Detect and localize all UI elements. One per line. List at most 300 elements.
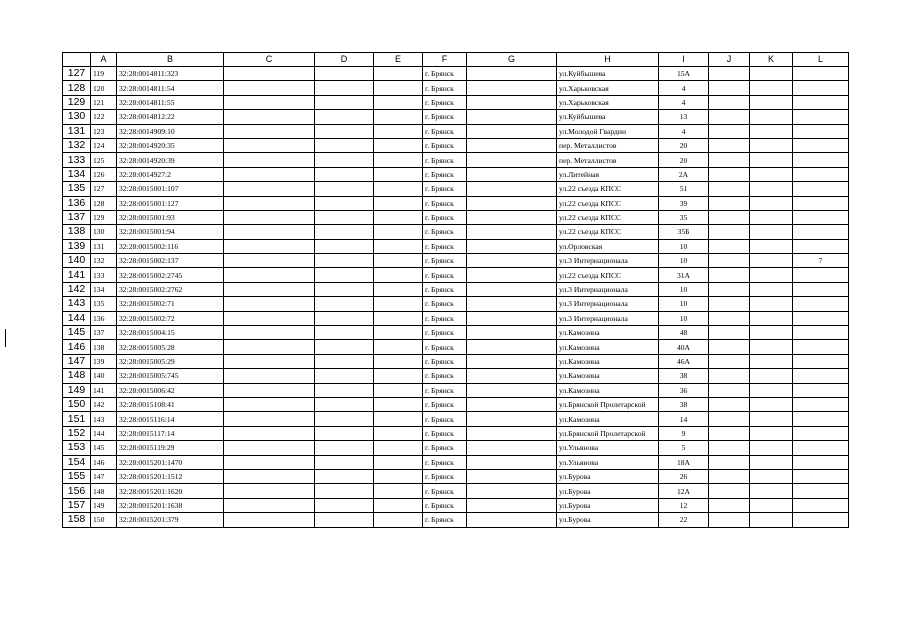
- cell-f[interactable]: г. Брянск: [423, 239, 467, 253]
- cell-j[interactable]: [709, 340, 750, 354]
- row-number-cell[interactable]: 141: [63, 268, 91, 282]
- cell-j[interactable]: [709, 383, 750, 397]
- cell-j[interactable]: [709, 282, 750, 296]
- cell-a[interactable]: 133: [91, 268, 117, 282]
- cell-b[interactable]: 32:28:0014927:2: [117, 167, 224, 181]
- cell-f[interactable]: г. Брянск: [423, 210, 467, 224]
- cell-e[interactable]: [374, 81, 423, 95]
- row-number-cell[interactable]: 131: [63, 124, 91, 138]
- cell-g[interactable]: [467, 282, 557, 296]
- cell-b[interactable]: 32:28:0015117:14: [117, 426, 224, 440]
- cell-a[interactable]: 137: [91, 326, 117, 340]
- cell-a[interactable]: 119: [91, 67, 117, 81]
- cell-d[interactable]: [315, 412, 374, 426]
- cell-h[interactable]: ул.3 Интернационала: [557, 282, 659, 296]
- cell-e[interactable]: [374, 484, 423, 498]
- cell-d[interactable]: [315, 455, 374, 469]
- cell-l[interactable]: [793, 239, 849, 253]
- cell-g[interactable]: [467, 297, 557, 311]
- row-number-cell[interactable]: 147: [63, 354, 91, 368]
- row-number-cell[interactable]: 156: [63, 484, 91, 498]
- cell-c[interactable]: [224, 311, 315, 325]
- cell-f[interactable]: г. Брянск: [423, 498, 467, 512]
- cell-h[interactable]: ул.Бурова: [557, 469, 659, 483]
- cell-e[interactable]: [374, 282, 423, 296]
- cell-e[interactable]: [374, 340, 423, 354]
- cell-e[interactable]: [374, 268, 423, 282]
- cell-j[interactable]: [709, 311, 750, 325]
- cell-b[interactable]: 32:28:0015002:72: [117, 311, 224, 325]
- cell-i[interactable]: 13: [659, 110, 709, 124]
- cell-d[interactable]: [315, 268, 374, 282]
- cell-e[interactable]: [374, 167, 423, 181]
- cell-f[interactable]: г. Брянск: [423, 369, 467, 383]
- cell-l[interactable]: [793, 369, 849, 383]
- row-number-cell[interactable]: 151: [63, 412, 91, 426]
- cell-i[interactable]: 20: [659, 153, 709, 167]
- cell-h[interactable]: ул.22 съезда КПСС: [557, 210, 659, 224]
- cell-b[interactable]: 32:28:0015005:29: [117, 354, 224, 368]
- cell-e[interactable]: [374, 383, 423, 397]
- cell-a[interactable]: 128: [91, 196, 117, 210]
- cell-c[interactable]: [224, 369, 315, 383]
- cell-g[interactable]: [467, 67, 557, 81]
- cell-b[interactable]: 32:28:0015001:93: [117, 210, 224, 224]
- cell-b[interactable]: 32:28:0015001:127: [117, 196, 224, 210]
- cell-g[interactable]: [467, 225, 557, 239]
- cell-h[interactable]: ул.Бурова: [557, 484, 659, 498]
- cell-f[interactable]: г. Брянск: [423, 153, 467, 167]
- cell-j[interactable]: [709, 254, 750, 268]
- row-number-cell[interactable]: 146: [63, 340, 91, 354]
- cell-k[interactable]: [750, 426, 793, 440]
- cell-f[interactable]: г. Брянск: [423, 354, 467, 368]
- cell-g[interactable]: [467, 513, 557, 527]
- cell-l[interactable]: [793, 426, 849, 440]
- cell-h[interactable]: ул.Брянской Пролетарской: [557, 397, 659, 411]
- cell-l[interactable]: [793, 412, 849, 426]
- cell-l[interactable]: [793, 95, 849, 109]
- cell-a[interactable]: 131: [91, 239, 117, 253]
- cell-k[interactable]: [750, 110, 793, 124]
- cell-c[interactable]: [224, 426, 315, 440]
- corner-header-cell[interactable]: [63, 53, 91, 67]
- cell-h[interactable]: ул.Молодой Гвардии: [557, 124, 659, 138]
- cell-d[interactable]: [315, 239, 374, 253]
- column-header-b[interactable]: B: [117, 53, 224, 67]
- cell-k[interactable]: [750, 210, 793, 224]
- row-number-cell[interactable]: 127: [63, 67, 91, 81]
- cell-c[interactable]: [224, 81, 315, 95]
- cell-l[interactable]: [793, 225, 849, 239]
- cell-j[interactable]: [709, 67, 750, 81]
- cell-a[interactable]: 121: [91, 95, 117, 109]
- cell-d[interactable]: [315, 340, 374, 354]
- row-number-cell[interactable]: 137: [63, 210, 91, 224]
- row-number-cell[interactable]: 138: [63, 225, 91, 239]
- cell-l[interactable]: [793, 498, 849, 512]
- cell-g[interactable]: [467, 268, 557, 282]
- cell-d[interactable]: [315, 254, 374, 268]
- cell-h[interactable]: ул.Харьковская: [557, 95, 659, 109]
- cell-j[interactable]: [709, 455, 750, 469]
- cell-h[interactable]: ул.Брянской Пролетарской: [557, 426, 659, 440]
- cell-c[interactable]: [224, 254, 315, 268]
- cell-i[interactable]: 4: [659, 95, 709, 109]
- cell-d[interactable]: [315, 498, 374, 512]
- cell-d[interactable]: [315, 110, 374, 124]
- row-number-cell[interactable]: 154: [63, 455, 91, 469]
- cell-d[interactable]: [315, 182, 374, 196]
- cell-j[interactable]: [709, 369, 750, 383]
- cell-i[interactable]: 10: [659, 282, 709, 296]
- cell-f[interactable]: г. Брянск: [423, 326, 467, 340]
- cell-h[interactable]: ул.Бурова: [557, 513, 659, 527]
- cell-e[interactable]: [374, 297, 423, 311]
- cell-d[interactable]: [315, 441, 374, 455]
- row-number-cell[interactable]: 136: [63, 196, 91, 210]
- cell-i[interactable]: 51: [659, 182, 709, 196]
- cell-a[interactable]: 139: [91, 354, 117, 368]
- cell-g[interactable]: [467, 167, 557, 181]
- cell-i[interactable]: 26: [659, 469, 709, 483]
- cell-b[interactable]: 32:28:0015201:379: [117, 513, 224, 527]
- cell-k[interactable]: [750, 484, 793, 498]
- cell-i[interactable]: 14: [659, 412, 709, 426]
- cell-h[interactable]: пер. Металлистов: [557, 138, 659, 152]
- cell-k[interactable]: [750, 469, 793, 483]
- cell-h[interactable]: ул.Ульянова: [557, 455, 659, 469]
- cell-j[interactable]: [709, 167, 750, 181]
- cell-b[interactable]: 32:28:0015002:71: [117, 297, 224, 311]
- cell-k[interactable]: [750, 138, 793, 152]
- column-header-l[interactable]: L: [793, 53, 849, 67]
- cell-a[interactable]: 135: [91, 297, 117, 311]
- cell-a[interactable]: 124: [91, 138, 117, 152]
- cell-d[interactable]: [315, 297, 374, 311]
- cell-l[interactable]: [793, 196, 849, 210]
- cell-i[interactable]: 40А: [659, 340, 709, 354]
- cell-a[interactable]: 126: [91, 167, 117, 181]
- cell-j[interactable]: [709, 412, 750, 426]
- cell-f[interactable]: г. Брянск: [423, 138, 467, 152]
- cell-k[interactable]: [750, 397, 793, 411]
- cell-l[interactable]: [793, 167, 849, 181]
- cell-f[interactable]: г. Брянск: [423, 282, 467, 296]
- cell-a[interactable]: 144: [91, 426, 117, 440]
- cell-l[interactable]: 7: [793, 254, 849, 268]
- cell-b[interactable]: 32:28:0014811:323: [117, 67, 224, 81]
- cell-c[interactable]: [224, 340, 315, 354]
- cell-d[interactable]: [315, 282, 374, 296]
- cell-h[interactable]: ул.Литейная: [557, 167, 659, 181]
- cell-h[interactable]: ул.22 съезда КПСС: [557, 196, 659, 210]
- cell-b[interactable]: 32:28:0015002:137: [117, 254, 224, 268]
- cell-h[interactable]: ул.22 съезда КПСС: [557, 225, 659, 239]
- cell-a[interactable]: 132: [91, 254, 117, 268]
- cell-k[interactable]: [750, 268, 793, 282]
- cell-d[interactable]: [315, 153, 374, 167]
- cell-a[interactable]: 134: [91, 282, 117, 296]
- cell-k[interactable]: [750, 81, 793, 95]
- cell-j[interactable]: [709, 397, 750, 411]
- cell-f[interactable]: г. Брянск: [423, 124, 467, 138]
- cell-l[interactable]: [793, 326, 849, 340]
- column-header-j[interactable]: J: [709, 53, 750, 67]
- cell-k[interactable]: [750, 340, 793, 354]
- row-number-cell[interactable]: 149: [63, 383, 91, 397]
- cell-d[interactable]: [315, 81, 374, 95]
- cell-k[interactable]: [750, 225, 793, 239]
- row-number-cell[interactable]: 132: [63, 138, 91, 152]
- cell-h[interactable]: ул.3 Интернационала: [557, 297, 659, 311]
- cell-k[interactable]: [750, 513, 793, 527]
- cell-i[interactable]: 10: [659, 297, 709, 311]
- cell-f[interactable]: г. Брянск: [423, 397, 467, 411]
- cell-e[interactable]: [374, 469, 423, 483]
- cell-d[interactable]: [315, 167, 374, 181]
- cell-c[interactable]: [224, 455, 315, 469]
- cell-k[interactable]: [750, 412, 793, 426]
- cell-i[interactable]: 10: [659, 311, 709, 325]
- cell-j[interactable]: [709, 124, 750, 138]
- cell-h[interactable]: ул.Камозина: [557, 369, 659, 383]
- cell-f[interactable]: г. Брянск: [423, 412, 467, 426]
- row-number-cell[interactable]: 130: [63, 110, 91, 124]
- cell-e[interactable]: [374, 95, 423, 109]
- cell-b[interactable]: 32:28:0014909:10: [117, 124, 224, 138]
- cell-h[interactable]: ул.Камозина: [557, 340, 659, 354]
- cell-i[interactable]: 4: [659, 81, 709, 95]
- cell-e[interactable]: [374, 455, 423, 469]
- cell-a[interactable]: 146: [91, 455, 117, 469]
- cell-k[interactable]: [750, 182, 793, 196]
- cell-c[interactable]: [224, 441, 315, 455]
- cell-j[interactable]: [709, 110, 750, 124]
- cell-a[interactable]: 130: [91, 225, 117, 239]
- cell-j[interactable]: [709, 225, 750, 239]
- cell-a[interactable]: 147: [91, 469, 117, 483]
- cell-f[interactable]: г. Брянск: [423, 67, 467, 81]
- cell-g[interactable]: [467, 426, 557, 440]
- cell-c[interactable]: [224, 498, 315, 512]
- cell-b[interactable]: 32:28:0014812:22: [117, 110, 224, 124]
- cell-g[interactable]: [467, 354, 557, 368]
- cell-i[interactable]: 38: [659, 397, 709, 411]
- cell-c[interactable]: [224, 110, 315, 124]
- column-header-c[interactable]: C: [224, 53, 315, 67]
- row-number-cell[interactable]: 155: [63, 469, 91, 483]
- cell-i[interactable]: 35: [659, 210, 709, 224]
- cell-i[interactable]: 10: [659, 254, 709, 268]
- cell-i[interactable]: 5: [659, 441, 709, 455]
- column-header-h[interactable]: H: [557, 53, 659, 67]
- column-header-g[interactable]: G: [467, 53, 557, 67]
- cell-j[interactable]: [709, 326, 750, 340]
- cell-g[interactable]: [467, 441, 557, 455]
- row-number-cell[interactable]: 148: [63, 369, 91, 383]
- cell-b[interactable]: 32:28:0015108:41: [117, 397, 224, 411]
- cell-a[interactable]: 127: [91, 182, 117, 196]
- cell-e[interactable]: [374, 441, 423, 455]
- cell-f[interactable]: г. Брянск: [423, 81, 467, 95]
- cell-k[interactable]: [750, 67, 793, 81]
- cell-g[interactable]: [467, 81, 557, 95]
- cell-b[interactable]: 32:28:0015001:107: [117, 182, 224, 196]
- cell-e[interactable]: [374, 210, 423, 224]
- cell-e[interactable]: [374, 67, 423, 81]
- cell-i[interactable]: 39: [659, 196, 709, 210]
- cell-a[interactable]: 142: [91, 397, 117, 411]
- cell-e[interactable]: [374, 239, 423, 253]
- cell-h[interactable]: ул.Камозина: [557, 354, 659, 368]
- cell-c[interactable]: [224, 225, 315, 239]
- row-number-cell[interactable]: 135: [63, 182, 91, 196]
- cell-c[interactable]: [224, 484, 315, 498]
- cell-j[interactable]: [709, 95, 750, 109]
- cell-h[interactable]: ул.22 съезда КПСС: [557, 182, 659, 196]
- column-header-e[interactable]: E: [374, 53, 423, 67]
- column-header-i[interactable]: I: [659, 53, 709, 67]
- cell-k[interactable]: [750, 455, 793, 469]
- cell-b[interactable]: 32:28:0015119:29: [117, 441, 224, 455]
- cell-b[interactable]: 32:28:0014920:35: [117, 138, 224, 152]
- cell-k[interactable]: [750, 282, 793, 296]
- cell-g[interactable]: [467, 469, 557, 483]
- cell-g[interactable]: [467, 311, 557, 325]
- cell-b[interactable]: 32:28:0015002:2762: [117, 282, 224, 296]
- cell-j[interactable]: [709, 498, 750, 512]
- cell-g[interactable]: [467, 340, 557, 354]
- cell-l[interactable]: [793, 469, 849, 483]
- row-number-cell[interactable]: 140: [63, 254, 91, 268]
- cell-e[interactable]: [374, 153, 423, 167]
- cell-l[interactable]: [793, 182, 849, 196]
- row-number-cell[interactable]: 153: [63, 441, 91, 455]
- cell-g[interactable]: [467, 138, 557, 152]
- cell-g[interactable]: [467, 196, 557, 210]
- cell-l[interactable]: [793, 340, 849, 354]
- cell-c[interactable]: [224, 239, 315, 253]
- cell-h[interactable]: ул.Харьковская: [557, 81, 659, 95]
- cell-a[interactable]: 148: [91, 484, 117, 498]
- cell-a[interactable]: 136: [91, 311, 117, 325]
- cell-a[interactable]: 123: [91, 124, 117, 138]
- cell-f[interactable]: г. Брянск: [423, 311, 467, 325]
- cell-d[interactable]: [315, 196, 374, 210]
- cell-e[interactable]: [374, 369, 423, 383]
- cell-k[interactable]: [750, 239, 793, 253]
- cell-b[interactable]: 32:28:0015002:2745: [117, 268, 224, 282]
- cell-a[interactable]: 140: [91, 369, 117, 383]
- cell-b[interactable]: 32:28:0014811:55: [117, 95, 224, 109]
- cell-h[interactable]: ул.Орловская: [557, 239, 659, 253]
- cell-b[interactable]: 32:28:0015201:1470: [117, 455, 224, 469]
- cell-a[interactable]: 145: [91, 441, 117, 455]
- cell-g[interactable]: [467, 210, 557, 224]
- cell-g[interactable]: [467, 182, 557, 196]
- cell-l[interactable]: [793, 513, 849, 527]
- cell-i[interactable]: 18А: [659, 455, 709, 469]
- row-number-cell[interactable]: 157: [63, 498, 91, 512]
- cell-g[interactable]: [467, 95, 557, 109]
- cell-l[interactable]: [793, 67, 849, 81]
- cell-b[interactable]: 32:28:0015201:1620: [117, 484, 224, 498]
- cell-c[interactable]: [224, 354, 315, 368]
- column-header-a[interactable]: A: [91, 53, 117, 67]
- row-number-cell[interactable]: 143: [63, 297, 91, 311]
- cell-c[interactable]: [224, 182, 315, 196]
- cell-l[interactable]: [793, 383, 849, 397]
- cell-f[interactable]: г. Брянск: [423, 441, 467, 455]
- cell-f[interactable]: г. Брянск: [423, 167, 467, 181]
- cell-b[interactable]: 32:28:0015005:745: [117, 369, 224, 383]
- row-number-cell[interactable]: 152: [63, 426, 91, 440]
- cell-b[interactable]: 32:28:0014811:54: [117, 81, 224, 95]
- cell-l[interactable]: [793, 124, 849, 138]
- cell-d[interactable]: [315, 67, 374, 81]
- cell-d[interactable]: [315, 383, 374, 397]
- cell-c[interactable]: [224, 397, 315, 411]
- cell-f[interactable]: г. Брянск: [423, 196, 467, 210]
- row-number-cell[interactable]: 134: [63, 167, 91, 181]
- cell-j[interactable]: [709, 239, 750, 253]
- cell-e[interactable]: [374, 311, 423, 325]
- cell-g[interactable]: [467, 397, 557, 411]
- cell-f[interactable]: г. Брянск: [423, 110, 467, 124]
- cell-i[interactable]: 46А: [659, 354, 709, 368]
- cell-i[interactable]: 31А: [659, 268, 709, 282]
- cell-g[interactable]: [467, 412, 557, 426]
- row-number-cell[interactable]: 142: [63, 282, 91, 296]
- cell-c[interactable]: [224, 210, 315, 224]
- cell-c[interactable]: [224, 412, 315, 426]
- cell-e[interactable]: [374, 124, 423, 138]
- cell-f[interactable]: г. Брянск: [423, 225, 467, 239]
- cell-g[interactable]: [467, 369, 557, 383]
- cell-l[interactable]: [793, 110, 849, 124]
- cell-e[interactable]: [374, 182, 423, 196]
- cell-e[interactable]: [374, 354, 423, 368]
- cell-c[interactable]: [224, 469, 315, 483]
- cell-a[interactable]: 143: [91, 412, 117, 426]
- cell-i[interactable]: 15А: [659, 67, 709, 81]
- cell-d[interactable]: [315, 469, 374, 483]
- row-number-cell[interactable]: 129: [63, 95, 91, 109]
- cell-e[interactable]: [374, 426, 423, 440]
- cell-b[interactable]: 32:28:0014920:39: [117, 153, 224, 167]
- cell-j[interactable]: [709, 441, 750, 455]
- cell-d[interactable]: [315, 95, 374, 109]
- cell-l[interactable]: [793, 441, 849, 455]
- cell-l[interactable]: [793, 81, 849, 95]
- cell-l[interactable]: [793, 153, 849, 167]
- cell-g[interactable]: [467, 110, 557, 124]
- cell-a[interactable]: 122: [91, 110, 117, 124]
- cell-l[interactable]: [793, 282, 849, 296]
- cell-l[interactable]: [793, 210, 849, 224]
- cell-d[interactable]: [315, 225, 374, 239]
- column-header-f[interactable]: F: [423, 53, 467, 67]
- cell-g[interactable]: [467, 484, 557, 498]
- cell-f[interactable]: г. Брянск: [423, 469, 467, 483]
- cell-b[interactable]: 32:28:0015005:28: [117, 340, 224, 354]
- cell-c[interactable]: [224, 67, 315, 81]
- cell-k[interactable]: [750, 369, 793, 383]
- cell-l[interactable]: [793, 268, 849, 282]
- cell-k[interactable]: [750, 311, 793, 325]
- cell-f[interactable]: г. Брянск: [423, 513, 467, 527]
